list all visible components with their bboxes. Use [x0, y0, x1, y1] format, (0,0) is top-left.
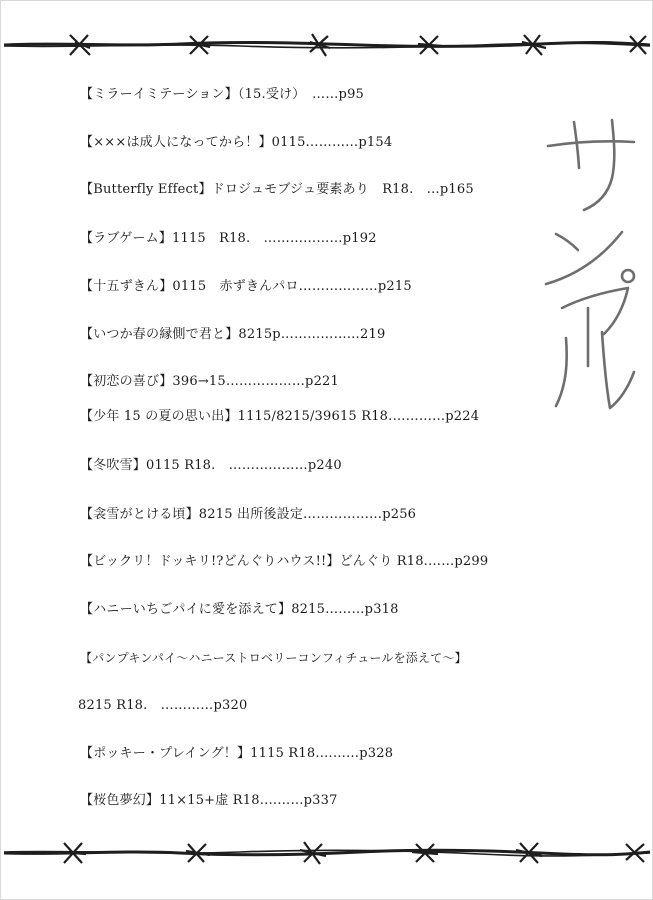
toc-entry: 【衾雪がとける頃】8215 出所後設定………………p256 — [80, 507, 417, 522]
toc-entry: 【×××は成人になってから！】0115…………p154 — [80, 135, 393, 150]
toc-entry: 【少年 15 の夏の思い出】1115/8215/39615 R18.…………p224 — [80, 409, 480, 424]
toc-entry: 【初恋の喜び】396→15………………p221 — [80, 374, 339, 389]
sample-handwritten-stamp — [538, 116, 638, 426]
toc-entry: 【十五ずきん】0115 赤ずきんパロ………………p215 — [80, 279, 412, 294]
toc-entry-continuation: 8215 R18. …………p320 — [78, 698, 248, 713]
toc-entry: 【ポッキー・プレイング！】1115 R18.………p328 — [80, 746, 394, 761]
toc-entry: 【パンプキンパイ～ハニーストロベリーコンフィチュールを添えて～】 — [80, 651, 467, 665]
toc-entry: 【ハニーいちごパイに愛を添えて】8215………p318 — [80, 602, 399, 617]
toc-entry: 【ビックリ！ドッキリ!?どんぐりハウス!!】どんぐり R18.……p299 — [80, 554, 489, 569]
toc-entry: 【いつか春の縁側で君と】8215p………………219 — [80, 327, 386, 342]
toc-entry: 【Butterfly Effect】ドロジュモブジュ要素あり R18. …p165 — [80, 182, 474, 197]
toc-entry: 【冬吹雪】0115 R18. ………………p240 — [80, 458, 342, 473]
toc-entry: 【桜色夢幻】11×15+虚 R18.………p337 — [80, 793, 338, 808]
toc-entry: 【ラブゲーム】1115 R18. ………………p192 — [80, 231, 377, 246]
toc-entry: 【ミラーイミテーション】（15.受け） ……p95 — [80, 87, 365, 102]
